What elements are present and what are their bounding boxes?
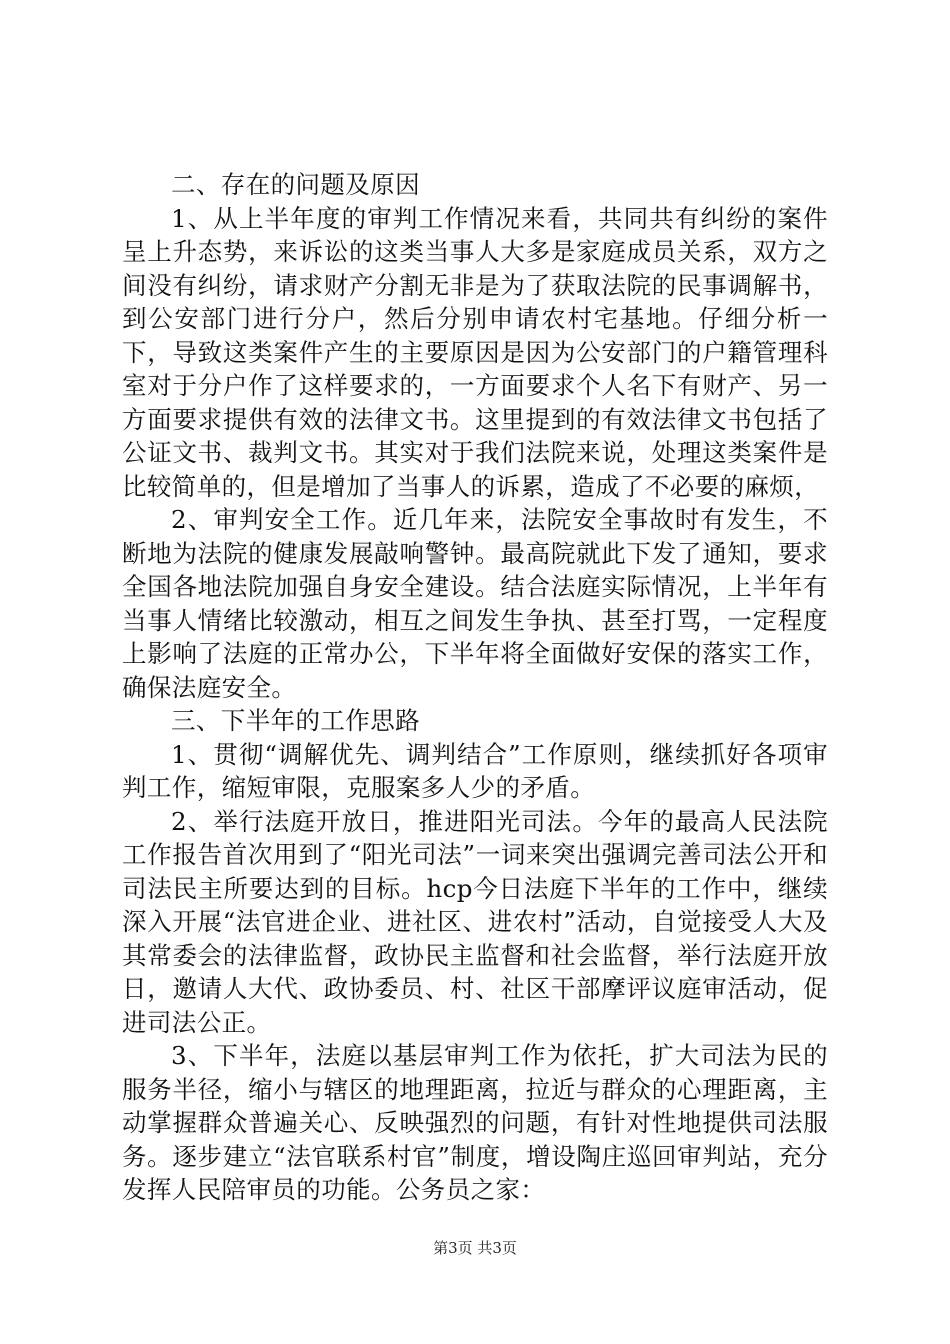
- page-number-footer: 第3页 共3页: [433, 1239, 517, 1257]
- section-heading-plan: 三、下半年的工作思路: [171, 706, 420, 735]
- paragraph-problem-2: 2、审判安全工作。近几年来，法院安全事故时有发生，不断地为法院的健康发展敲响警钟。最高院就此下发了通知，要求全国各地法院加强自身安全建设。结合法庭实际情况，上半年有当事人情绪比较激动，相互之间发生争执、甚至打骂，一定程度上影响了法庭的正常办公，下半年将全面做好安保的落实工作，确保法庭安全。: [122, 505, 828, 702]
- section-heading-problems: 二、存在的问题及原因: [171, 170, 420, 199]
- paragraph-plan-1: 1、贯彻“调解优先、调判结合”工作原则，继续抓好各项审判工作，缩短审限，克服案多人少的矛盾。: [122, 739, 828, 802]
- paragraph-plan-2: 2、举行法庭开放日，推进阳光司法。今年的最高人民法院工作报告首次用到了“阳光司法”一词来突出强调完善司法公开和司法民主所要达到的目标。hcp今日法庭下半年的工作中，继续深入开展“法官进企业、进社区、进农村”活动，自觉接受人大及其常委会的法律监督，政协民主监督和社会监督，举行法庭开放日，邀请人大代、政协委员、村、社区干部摩评议庭审活动，促进司法公正。: [122, 806, 828, 1037]
- document-body: [122, 168, 828, 1207]
- paragraph-plan-3: 3、下半年，法庭以基层审判工作为依托，扩大司法为民的服务半径，缩小与辖区的地理距离，拉近与群众的心理距离，主动掌握群众普遍关心、反映强烈的问题，有针对性地提供司法服务。逐步建立“法官联系村官”制度，增设陶庄巡回审判站，充分发挥人民陪审员的功能。公务员之家：: [122, 1041, 828, 1204]
- paragraph-problem-1: 1、从上半年度的审判工作情况来看，共同共有纠纷的案件呈上升态势，来诉讼的这类当事人大多是家庭成员关系，双方之间没有纠纷，请求财产分割无非是为了获取法院的民事调解书，到公安部门进行分户，然后分别申请农村宅基地。仔细分析一下，导致这类案件产生的主要原因是因为公安部门的户籍管理科室对于分户作了这样要求的，一方面要求个人名下有财产、另一方面要求提供有效的法律文书。这里提到的有效法律文书包括了公证文书、裁判文书。其实对于我们法院来说，处理这类案件是比较简单的，但是增加了当事人的诉累，造成了不必要的麻烦，: [122, 203, 828, 501]
